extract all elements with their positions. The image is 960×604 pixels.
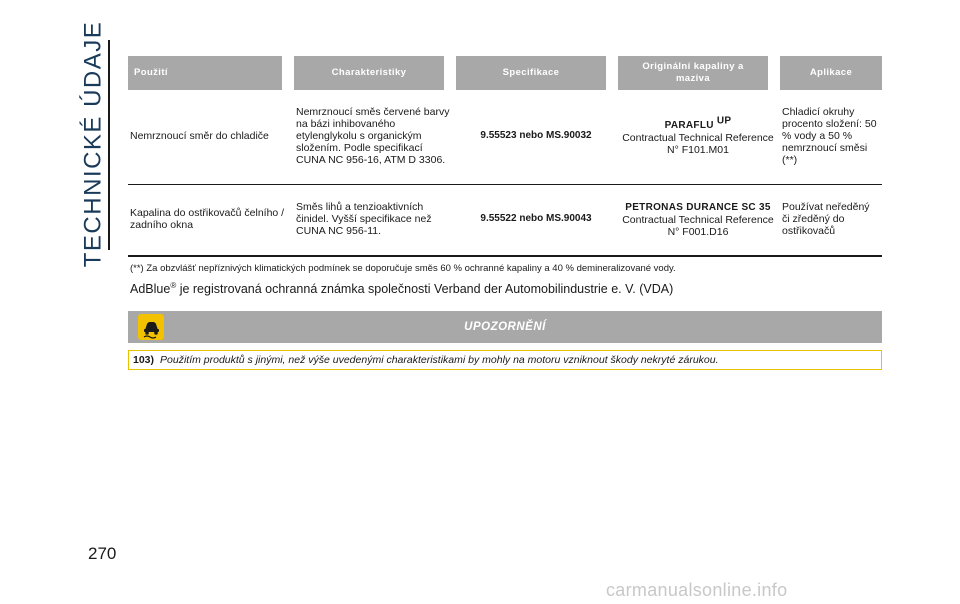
cell-characteristics: Směs lihů a tenzioaktivních činidel. Vyšší specifikace než CUNA NC 956-11. [294, 185, 456, 257]
header-characteristics: Charakteristiky [294, 56, 456, 90]
section-title-text: TECHNICKÉ ÚDAJE [79, 20, 106, 268]
header-specification: Specifikace [456, 56, 618, 90]
table-row [128, 185, 882, 257]
adblue-note: AdBlue® je registrovaná ochranná známka společnosti Verband der Automobilindustrie e. V. (VDA) [130, 281, 674, 297]
fluids-table [128, 56, 882, 257]
header-original-fluids: Originální kapaliny a maziva [618, 56, 780, 90]
cell-specification: 9.55523 nebo MS.90032 [456, 90, 618, 185]
cell-characteristics: Nemrznoucí směs červené barvy na bázi inhibovaného etylenglykolu s organickým složením. Podle specifikací CUNA NC 956-16, ATM D 3306. [294, 90, 456, 185]
warning-note [128, 350, 882, 370]
table-row [128, 90, 882, 185]
warning-text: Použitím produktů s jinými, než výše uvedenými charakteristikami by mohly na motoru vzniknout škody nekryté zárukou. [160, 354, 719, 366]
cell-application: Používat neředěný či zředěný do ostřikovačů [780, 185, 882, 257]
header-use: Použití [128, 56, 294, 90]
watermark: carmanualsonline.info [606, 580, 788, 600]
fluid-brand: PETRONAS DURANCE SC 35 [625, 201, 771, 213]
cell-original-fluid [618, 90, 780, 185]
cell-specification: 9.55522 nebo MS.90043 [456, 185, 618, 257]
warning-title: UPOZORNĚNÍ [464, 321, 546, 333]
warning-number: 103) [133, 354, 155, 366]
fluid-reference: Contractual Technical Reference N° F101.M01 [622, 132, 774, 157]
car-skid-warning-icon [138, 314, 164, 340]
header-application: Aplikace [780, 56, 882, 90]
cell-application: Chladicí okruhy procento složení: 50 % vody a 50 % nemrznoucí směsi (**) [780, 90, 882, 185]
cell-use: Nemrznoucí směr do chladiče [128, 90, 294, 185]
cell-use: Kapalina do ostřikovačů čelního / zadního okna [128, 185, 294, 257]
table-header-row [128, 56, 882, 90]
fluid-reference: Contractual Technical Reference N° F001.D16 [622, 213, 774, 238]
fluid-brand: PARAFLU $^{UP}$ [664, 115, 732, 132]
section-divider [108, 40, 110, 250]
cell-original-fluid [618, 185, 780, 257]
footnote: (**) Za obzvlášť nepříznivých klimatických podmínek se doporučuje směs 60 % ochranné kapaliny a 40 % demineralizované vody. [130, 263, 676, 274]
page-number: 270 [88, 544, 117, 563]
warning-header [128, 311, 882, 343]
